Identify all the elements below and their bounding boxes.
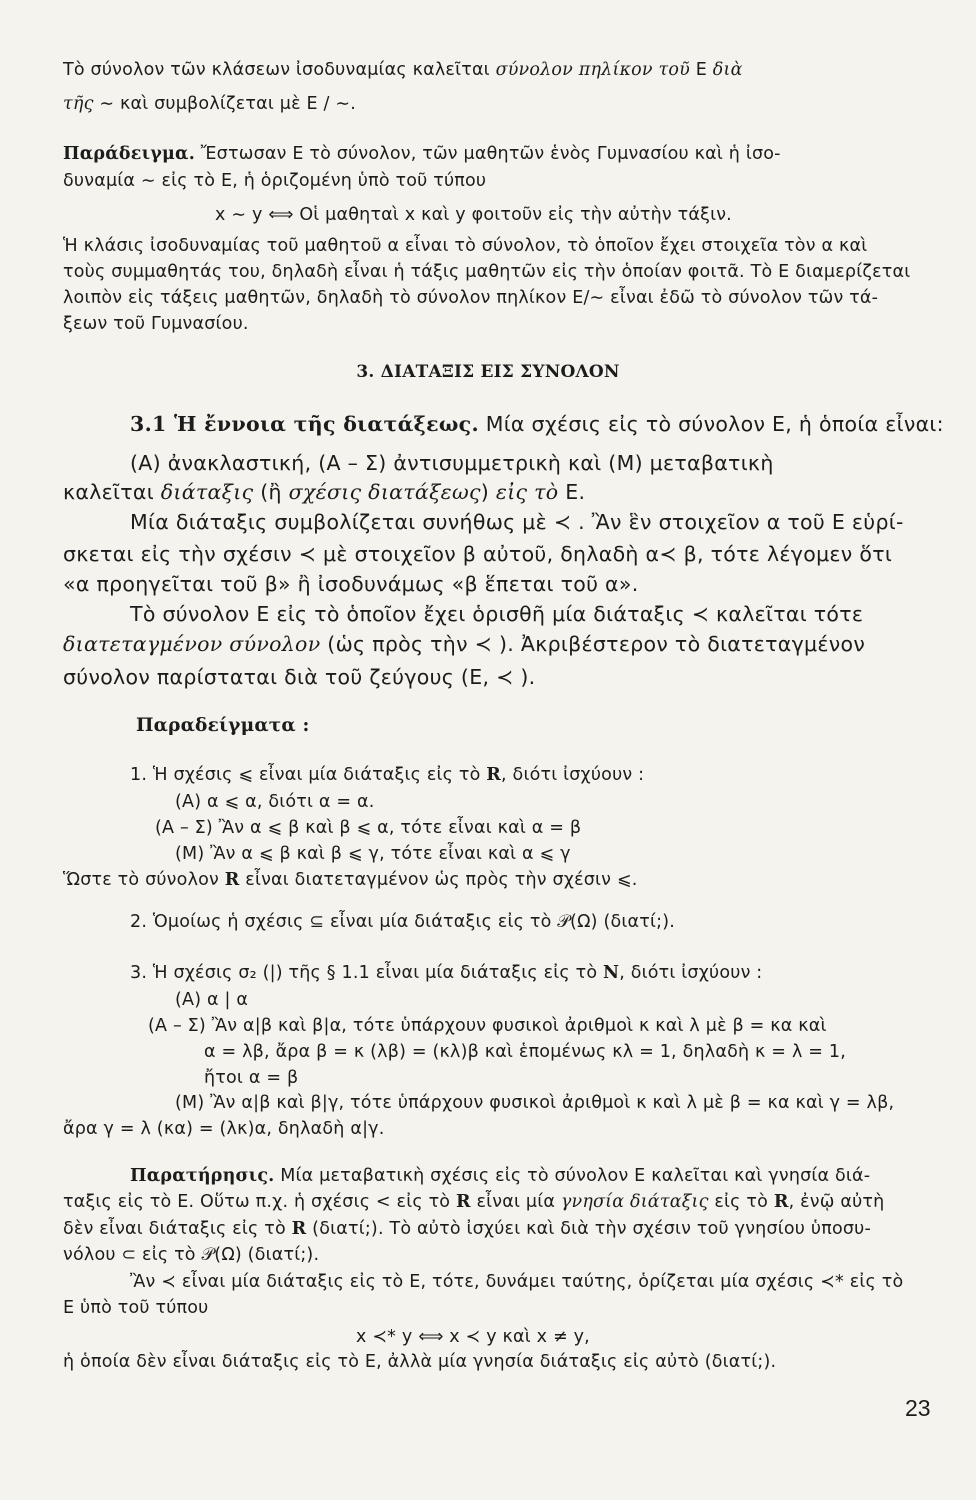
- text-line: [130, 600, 863, 628]
- text-run: Ε ὑπὸ τοῦ τύπου: [63, 1298, 209, 1318]
- bold-text: R: [291, 1219, 307, 1239]
- text-run: Ἔστωσαν Ε τὸ σύνολον, τῶν μαθητῶν ἑνὸς Γυμνασίου καὶ ἡ ἰσο-: [195, 144, 781, 164]
- text-line: [63, 286, 878, 310]
- bold-text: 3. ΔΙΑΤΑΞΙΣ ΕΙΣ ΣΥΝΟΛΟΝ: [356, 362, 620, 382]
- text-run: , διότι ἰσχύουν :: [619, 963, 763, 983]
- text-run: εἶναι μία: [470, 1192, 561, 1212]
- italic-text: διάταξις: [160, 480, 254, 504]
- bold-text: Παρατήρησις.: [130, 1166, 275, 1186]
- text-run: 1. Ἡ σχέσις ⩽ εἶναι μία διάταξις εἰς τὸ: [130, 765, 487, 785]
- formula-line: [356, 1325, 590, 1349]
- text-run: Μία μεταβατικὴ σχέσις εἰς τὸ σύνολον Ε καλεῖται καὶ γνησία διά-: [274, 1166, 871, 1186]
- text-run: Μία σχέσις εἰς τὸ σύνολον Ε, ἡ ὁποία εἶναι:: [478, 412, 944, 436]
- italic-text: γνησία διάταξις: [560, 1192, 709, 1212]
- text-line: [63, 312, 249, 336]
- text-run: 3. Ἡ σχέσις σ₂ (|) τῆς § 1.1 εἶναι μία διάταξις εἰς τὸ: [130, 963, 603, 983]
- text-line: [63, 1350, 776, 1374]
- italic-text: τῆς: [63, 94, 94, 114]
- example-line: [175, 842, 571, 866]
- text-line: [63, 478, 585, 506]
- text-line: [63, 868, 638, 892]
- bold-text: 3.1 Ἡ ἔννοια τῆς διατάξεως.: [130, 412, 479, 436]
- text-run: Τὸ σύνολον τῶν κλάσεων ἰσοδυναμίας καλεῖται: [63, 60, 496, 80]
- text-line: [63, 630, 865, 658]
- remark-heading-line: [130, 1164, 870, 1188]
- text-line: [63, 570, 639, 598]
- example-heading-line: [63, 142, 781, 166]
- text-line: [63, 1296, 209, 1320]
- text-run: (Μ) Ἂν α|β καὶ β|γ, τότε ὑπάρχουν φυσικοὶ ἀριθμοὶ κ καὶ λ μὲ β = κα καὶ γ = λβ,: [175, 1093, 895, 1113]
- text-run: (Α) α | α: [175, 990, 249, 1010]
- example-line: [204, 1040, 846, 1064]
- text-run: τοὺς συμμαθητάς του, δηλαδὴ εἶναι ἡ τάξις μαθητῶν εἰς τὴν ὁποίαν φοιτᾶ. Τὸ Ε διαμερίζεται: [63, 262, 911, 282]
- text-run: σύνολον παρίσταται διὰ τοῦ ζεύγους (Ε, ≺ ).: [63, 665, 536, 689]
- example-line: [204, 1066, 298, 1090]
- text-run: καλεῖται: [63, 480, 161, 504]
- bold-text: Παραδείγματα :: [136, 715, 310, 736]
- text-line: [63, 1190, 884, 1214]
- text-run: ἄρα γ = λ (κα) = (λκ)α, δηλαδὴ α|γ.: [63, 1119, 385, 1139]
- text-line: [63, 58, 743, 82]
- bold-text: R: [773, 1192, 789, 1212]
- text-run: Ε: [689, 60, 713, 80]
- text-line: [63, 234, 867, 258]
- text-run: δὲν εἶναι διάταξις εἰς τὸ: [63, 1219, 292, 1239]
- italic-text: σχέσις διατάξεως: [288, 480, 481, 504]
- text-run: x ∼ y ⟺ Οἱ μαθηταὶ x καὶ y φοιτοῦν εἰς τὴν αὐτὴν τάξιν.: [215, 205, 732, 225]
- italic-text: εἰς τὸ: [495, 480, 559, 504]
- text-line: [63, 663, 536, 691]
- text-run: δυναμία ∼ εἰς τὸ Ε, ἡ ὁριζομένη ὑπὸ τοῦ τύπου: [63, 171, 487, 191]
- example-line: [175, 1091, 894, 1115]
- text-run: ∼ καὶ συμβολίζεται μὲ Ε / ∼.: [93, 94, 356, 114]
- text-line: [63, 1243, 319, 1267]
- section-title: [0, 360, 976, 384]
- page-number: 23: [905, 1395, 931, 1421]
- text-line: [63, 1117, 385, 1141]
- subsection-heading-line: [130, 410, 944, 438]
- text-run: Ὥστε τὸ σύνολον: [63, 870, 225, 890]
- text-line: [63, 260, 910, 284]
- text-run: (διατί;). Τὸ αὐτὸ ἰσχύει καὶ διὰ τὴν σχέσιν τοῦ γνησίου ὑποσυ-: [306, 1219, 871, 1239]
- example-line: [175, 790, 375, 814]
- text-run: α = λβ, ἄρα β = κ (λβ) = (κλ)β καὶ ἑπομένως κλ = 1, δηλαδὴ κ = λ = 1,: [204, 1042, 846, 1062]
- example-line: [130, 763, 644, 787]
- text-run: νόλου ⊂ εἰς τὸ 𝒫(Ω) (διατί;).: [63, 1245, 320, 1265]
- text-run: εἰς τὸ: [708, 1192, 774, 1212]
- example-line: [155, 816, 581, 840]
- text-run: ἤτοι α = β: [204, 1068, 299, 1088]
- text-run: (ὡς πρὸς τὴν ≺ ). Ἀκριβέστερον τὸ διατεταγμένον: [320, 632, 866, 656]
- text-line: [63, 169, 486, 193]
- text-run: Ἡ κλάσις ἰσοδυναμίας τοῦ μαθητοῦ α εἶναι τὸ σύνολον, τὸ ὁποῖον ἔχει στοιχεῖα τὸν α καὶ: [63, 236, 868, 256]
- formula-line: [215, 203, 732, 227]
- text-run: 2. Ὁμοίως ἡ σχέσις ⊆ εἶναι μία διάταξις εἰς τὸ 𝒫(Ω) (διατί;).: [130, 912, 675, 932]
- example-line: [130, 961, 762, 985]
- text-run: ): [480, 480, 496, 504]
- text-run: (Α) ἀνακλαστική, (Α – Σ) ἀντισυμμετρικὴ καὶ (Μ) μεταβατικὴ: [130, 451, 774, 475]
- italic-text: διατεταγμένον σύνολον: [63, 632, 321, 656]
- text-run: λοιπὸν εἰς τάξεις μαθητῶν, δηλαδὴ τὸ σύνολον πηλίκον Ε/∼ εἶναι ἐδῶ τὸ σύνολον τῶν τά-: [63, 288, 879, 308]
- text-run: (Α – Σ) Ἂν α ⩽ β καὶ β ⩽ α, τότε εἶναι καὶ α = β: [155, 818, 582, 838]
- bold-text: N: [603, 963, 620, 983]
- bold-text: R: [486, 765, 502, 785]
- examples-heading: [136, 714, 310, 738]
- text-line: [63, 1217, 871, 1241]
- text-line: [130, 508, 904, 536]
- bold-text: R: [455, 1192, 471, 1212]
- text-run: , ἐνῷ αὐτὴ: [788, 1192, 885, 1212]
- text-run: σκεται εἰς τὴν σχέσιν ≺ μὲ στοιχεῖον β αὐτοῦ, δηλαδὴ α≺ β, τότε λέγομεν ὅτι: [63, 542, 893, 566]
- bold-text: Παράδειγμα.: [63, 144, 195, 164]
- text-line: [130, 449, 774, 477]
- text-run: (Α) α ⩽ α, διότι α = α.: [175, 792, 375, 812]
- example-line: [175, 988, 248, 1012]
- text-run: (Μ) Ἂν α ⩽ β καὶ β ⩽ γ, τότε εἶναι καὶ α ⩽ γ: [175, 844, 571, 864]
- text-line: [63, 540, 892, 568]
- text-run: Ε.: [558, 480, 586, 504]
- text-line: [63, 92, 356, 116]
- text-run: (ἢ: [253, 480, 289, 504]
- text-line: [130, 1270, 903, 1294]
- text-run: (Α – Σ) Ἂν α|β καὶ β|α, τότε ὑπάρχουν φυσικοὶ ἀριθμοὶ κ καὶ λ μὲ β = κα καὶ: [148, 1016, 827, 1036]
- example-line: [130, 910, 675, 934]
- text-run: Μία διάταξις συμβολίζεται συνήθως μὲ ≺ . Ἂν ἓν στοιχεῖον α τοῦ Ε εὑρί-: [130, 510, 904, 534]
- text-run: «α προηγεῖται τοῦ β» ἢ ἰσοδυνάμως «β ἕπεται τοῦ α».: [63, 572, 639, 596]
- text-run: ξεων τοῦ Γυμνασίου.: [63, 314, 249, 334]
- italic-text: διὰ: [712, 60, 743, 80]
- text-run: , διότι ἰσχύουν :: [501, 765, 645, 785]
- text-run: Τὸ σύνολον Ε εἰς τὸ ὁποῖον ἔχει ὁρισθῆ μία διάταξις ≺ καλεῖται τότε: [130, 602, 864, 626]
- example-line: [148, 1014, 827, 1038]
- text-run: x ≺* y ⟺ x ≺ y καὶ x ≠ y,: [356, 1327, 590, 1347]
- text-run: εἶναι διατεταγμένον ὡς πρὸς τὴν σχέσιν ⩽.: [239, 870, 638, 890]
- italic-text: σύνολον πηλίκον τοῦ: [495, 60, 690, 80]
- bold-text: R: [224, 870, 240, 890]
- text-run: ταξις εἰς τὸ Ε. Οὕτω π.χ. ἡ σχέσις < εἰς τὸ: [63, 1192, 456, 1212]
- text-run: Ἂν ≺ εἶναι μία διάταξις εἰς τὸ Ε, τότε, δυνάμει ταύτης, ὁρίζεται μία σχέσις ≺* εἰς τὸ: [130, 1272, 904, 1292]
- text-run: ἡ ὁποία δὲν εἶναι διάταξις εἰς τὸ Ε, ἀλλὰ μία γνησία διάταξις εἰς αὐτὸ (διατί;).: [63, 1352, 777, 1372]
